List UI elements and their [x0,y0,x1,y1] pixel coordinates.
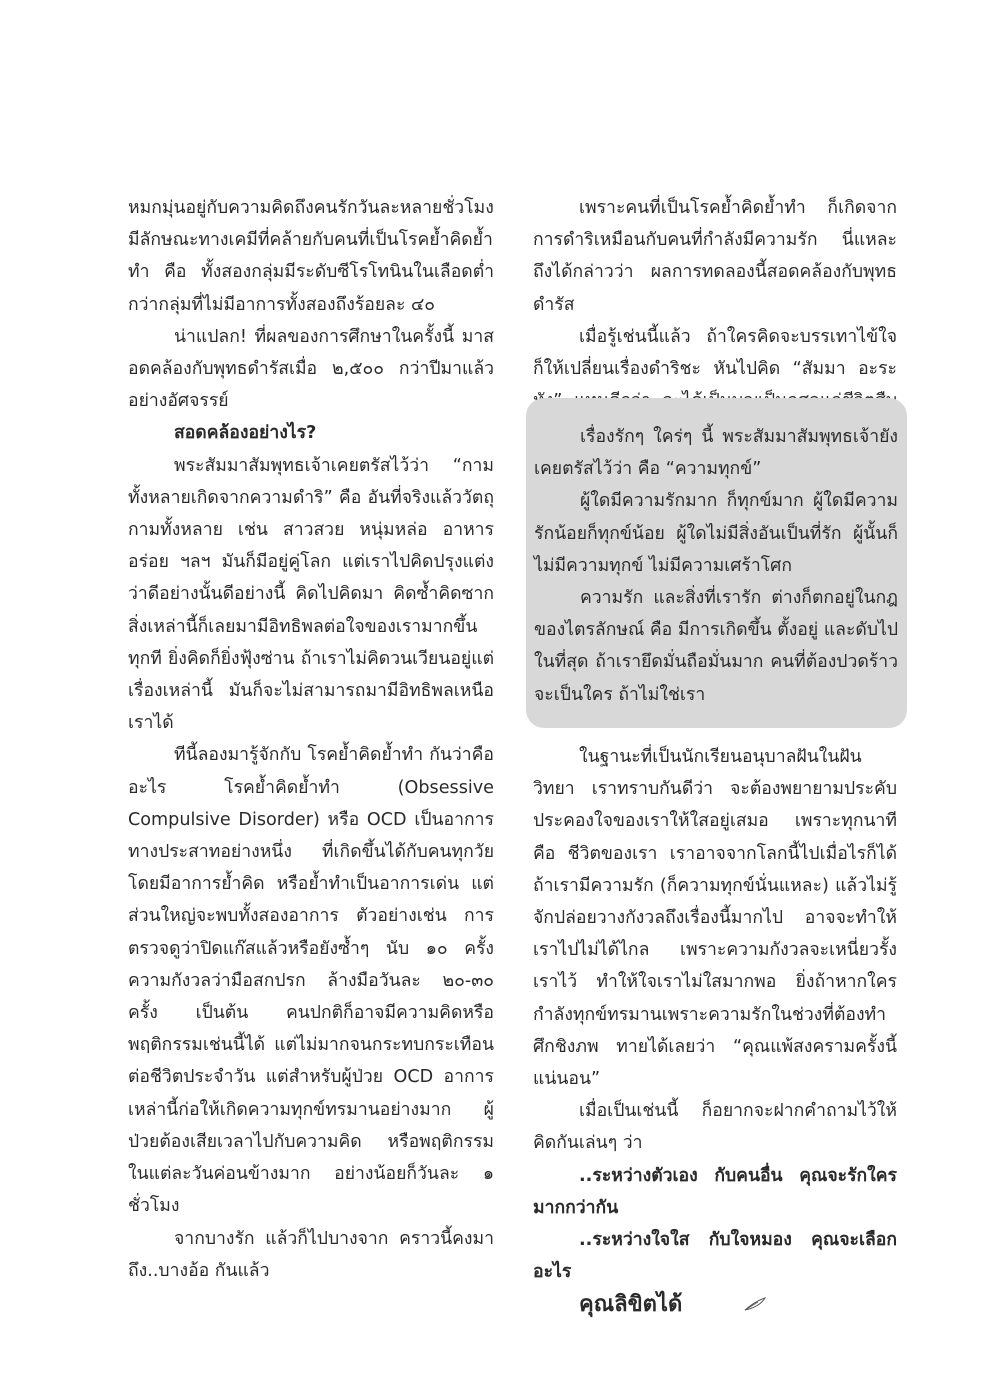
section-heading: สอดคล้องอย่างไร? [174,423,317,444]
left-paragraph-4: ทีนี้ลองมารู้จักกับ โรคย้ำคิดย้ำทำ กันว่าคืออะไร โรคย้ำคิดย้ำทำ (Obsessive Compulsive Disorder) หรือ OCD เป็นอาการทางประสาทอย่างหนึ่ง ที่เกิดขึ้นได้กับคนทุกวัย โดยมีอาการย้ำคิด หรือย้ำทำเป็นอาการเด่น แต่ส่วนใหญ่จะพบทั้งสองอาการ ตัวอย่างเช่น การตรวจดูว่าปิดแก๊สแล้วหรือยังซ้ำๆ นับ ๑๐ ครั้ง ความกังวลว่ามือสกปรก ล้างมือวันละ ๒๐-๓๐ ครั้ง เป็นต้น คนปกติก็อาจมีความคิดหรือพฤติกรรมเช่นนี้ได้ แต่ไม่มากจนกระทบกระเทือนต่อชีวิตประจำวัน แต่สำหรับผู้ป่วย OCD อาการเหล่านี้ก่อให้เกิดความทุกข์ทรมานอย่างมาก ผู้ป่วยต้องเสียเวลาไปกับความคิด หรือพฤติกรรมในแต่ละวันค่อนข้างมาก อย่างน้อยก็วันละ ๑ ชั่วโมง [128,745,494,1217]
left-paragraph-2: น่าแปลก! ที่ผลของการศึกษาในครั้งนี้ มาสอดคล้องกับพุทธดำรัสเมื่อ ๒,๕๐๐ กว่าปีมาแล้วอย่างอัศจรรย์ [128,326,494,412]
quote-paragraph-2: ผู้ใดมีความรักมาก ก็ทุกข์มาก ผู้ใดมีความรักน้อยก็ทุกข์น้อย ผู้ใดไม่มีสิ่งอันเป็นที่รัก ผู้นั้นก็ไม่มีความทุกข์ ไม่มีความเศร้าโศก [534,491,898,576]
question-2: ..ระหว่างใจใส กับใจหมอง คุณจะเลือกอะไร [533,1230,897,1283]
question-1: ..ระหว่างตัวเอง กับคนอื่น คุณจะรักใครมากกว่ากัน [533,1165,897,1218]
right-paragraph-2: เมื่อรู้เช่นนี้แล้ว ถ้าใครคิดจะบรรเทาไข้ใจก็ให้เปลี่ยนเรื่องดำริชะ หันไปคิด “สัมมา อะระ [533,326,897,380]
right-paragraph-1: เพราะคนที่เป็นโรคย้ำคิดย้ำทำ ก็เกิดจากการดำริเหมือนกับคนที่กำลังมีความรัก นี่แหละถึงได้กล่าวว่า ผลการทดลองนี้สอดคล้องกับพุทธดำรัส [533,198,897,315]
right-column-bottom [533,741,897,1322]
signature-text: คุณลิขิตได้ [579,1292,683,1318]
right-paragraph-4: เมื่อเป็นเช่นนี้ ก็อยากจะฝากคำถามไว้ให้คิดกันเล่นๆ ว่า [533,1101,897,1154]
right-paragraph-3: ในฐานะที่เป็นนักเรียนอนุบาลฝันในฝันวิทยา เราทราบกันดีว่า จะต้องพยายามประคับประคองใจของเราให้ใสอยู่เสมอ เพราะทุกนาที คือ ชีวิตของเรา เราอาจจากโลกนี้ไปเมื่อไรก็ได้ ถ้าเรามีความรัก (ก็ความทุกข์นั่นแหละ) แล้วไม่รู้จักปล่อยวางกังวลถึงเรื่องนี้มากไป อาจจะทำให้เราไปไม่ได้ไกล เพราะความกังวลจะเหนี่ยวรั้งเราไว้ ทำให้ใจเราไม่ใสมากพอ ยิ่งถ้าหากใครกำลังทุกข์ทรมานเพราะความรักในช่วงที่ต้องทำศึกชิงภพ ทายได้เลยว่า “คุณแพ้สงครามครั้งนี้แน่นอน” [533,747,897,1090]
left-paragraph-5: จากบางรัก แล้วก็ไปบางจาก คราวนี้คงมาถึง..บางอ้อ กันแล้ว [128,1228,494,1281]
feather-icon [698,1288,766,1322]
left-paragraph-3: พระสัมมาสัมพุทธเจ้าเคยตรัสไว้ว่า “กามทั้งหลายเกิดจากความดำริ” คือ อันที่จริงแล้ววัตถุกามทั้งหลาย เช่น สาวสวย หนุ่มหล่อ อาหารอร่อย ฯลฯ มันก็มีอยู่คู่โลก แต่เราไปคิดปรุงแต่งว่าดีอย่างนั้นดีอย่างนี้ คิดไปคิดมา คิดซ้ำคิดซากสิ่งเหล่านี้ก็เลยมามีอิทธิพลต่อใจของเรามากขึ้นทุกที ยิ่งคิดก็ยิ่งฟุ้งซ่าน ถ้าเราไม่คิดวนเวียนอยู่แต่เรื่องเหล่านี้ มันก็จะไม่สามารถมามีอิทธิพลเหนือเราได้ [128,455,494,734]
quote-paragraph-1: เรื่องรักๆ ใคร่ๆ นี้ พระสัมมาสัมพุทธเจ้ายังเคยตรัสไว้ว่า คือ “ความทุกข์” [534,427,898,480]
quote-text [534,421,898,711]
left-column [128,192,494,1287]
quote-box [526,398,907,728]
left-paragraph-1: หมกมุ่นอยู่กับความคิดถึงคนรักวันละหลายชั่วโมง มีลักษณะทางเคมีที่คล้ายกับคนที่เป็นโรคย้ำคิดย้ำทำ คือ ทั้งสองกลุ่มมีระดับซีโรโทนินในเลือดต่ำกว่ากลุ่มที่ไม่มีอาการทั้งสองถึงร้อยละ ๔๐ [128,198,494,315]
quote-paragraph-3: ความรัก และสิ่งที่เรารัก ต่างก็ตกอยู่ในกฎของไตรลักษณ์ คือ มีการเกิดขึ้น ตั้งอยู่ และดับไปในที่สุด ถ้าเรายึดมั่นถือมั่นมาก คนที่ต้องปวดร้าวจะเป็นใคร ถ้าไม่ใช่เรา [534,588,898,705]
signature [533,1288,897,1322]
